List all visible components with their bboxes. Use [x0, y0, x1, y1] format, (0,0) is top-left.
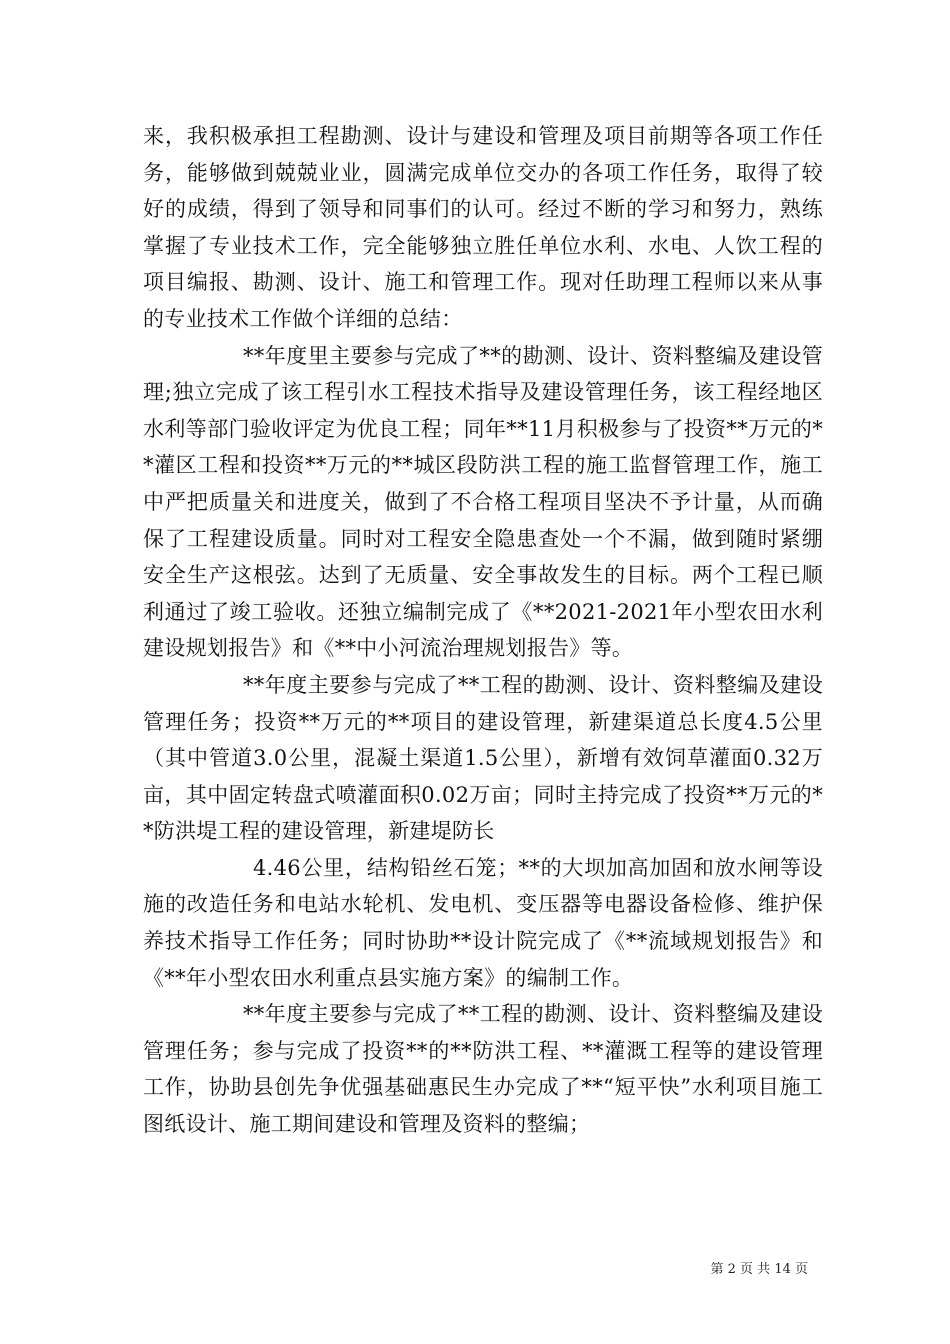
body-text	[143, 118, 823, 1143]
paragraph: **年度主要参与完成了**工程的勘测、设计、资料整编及建设管理任务；投资**万元的**项目的建设管理，新建渠道总长度4.5公里（其中管道3.0公里，混凝土渠道1.5公里），新增有效饲草灌面0.32万亩，其中固定转盘式喷灌面积0.02万亩；同时主持完成了投资**万元的**防洪堤工程的建设管理，新建堤防长	[143, 672, 823, 844]
paragraph: **年度主要参与完成了**工程的勘测、设计、资料整编及建设管理任务；参与完成了投资**的**防洪工程、**灌溉工程等的建设管理工作，协助县创先争优强基础惠民生办完成了**“短平快”水利项目施工图纸设计、施工期间建设和管理及资料的整编；	[143, 1002, 823, 1137]
paragraph: 来，我积极承担工程勘测、设计与建设和管理及项目前期等各项工作任务，能够做到兢兢业业，圆满完成单位交办的各项工作任务，取得了较好的成绩，得到了领导和同事们的认可。经过不断的学习和努力，熟练掌握了专业技术工作，完全能够独立胜任单位水利、水电、人饮工程的项目编报、勘测、设计、施工和管理工作。现对任助理工程师以来从事的专业技术工作做个详细的总结：	[143, 124, 823, 331]
paragraph: 4.46公里，结构铅丝石笼；**的大坝加高加固和放水闸等设施的改造任务和电站水轮机、发电机、变压器等电器设备检修、维护保养技术指导工作任务；同时协助**设计院完成了《**流域规划报告》和《**年小型农田水利重点县实施方案》的编制工作。	[143, 855, 823, 990]
paragraph: **年度里主要参与完成了**的勘测、设计、资料整编及建设管理;独立完成了该工程引水工程技术指导及建设管理任务，该工程经地区水利等部门验收评定为优良工程；同年**11月积极参与了投资**万元的**灌区工程和投资**万元的**城区段防洪工程的施工监督管理工作，施工中严把质量关和进度关，做到了不合格工程项目坚决不予计量，从而确保了工程建设质量。同时对工程安全隐患查处一个不漏，做到随时紧绷安全生产这根弦。达到了无质量、安全事故发生的目标。两个工程已顺利通过了竣工验收。还独立编制完成了《**2021-2021年小型农田水利建设规划报告》和《**中小河流治理规划报告》等。	[143, 343, 823, 661]
page-number: 第 2 页 共 14 页	[710, 1262, 808, 1277]
